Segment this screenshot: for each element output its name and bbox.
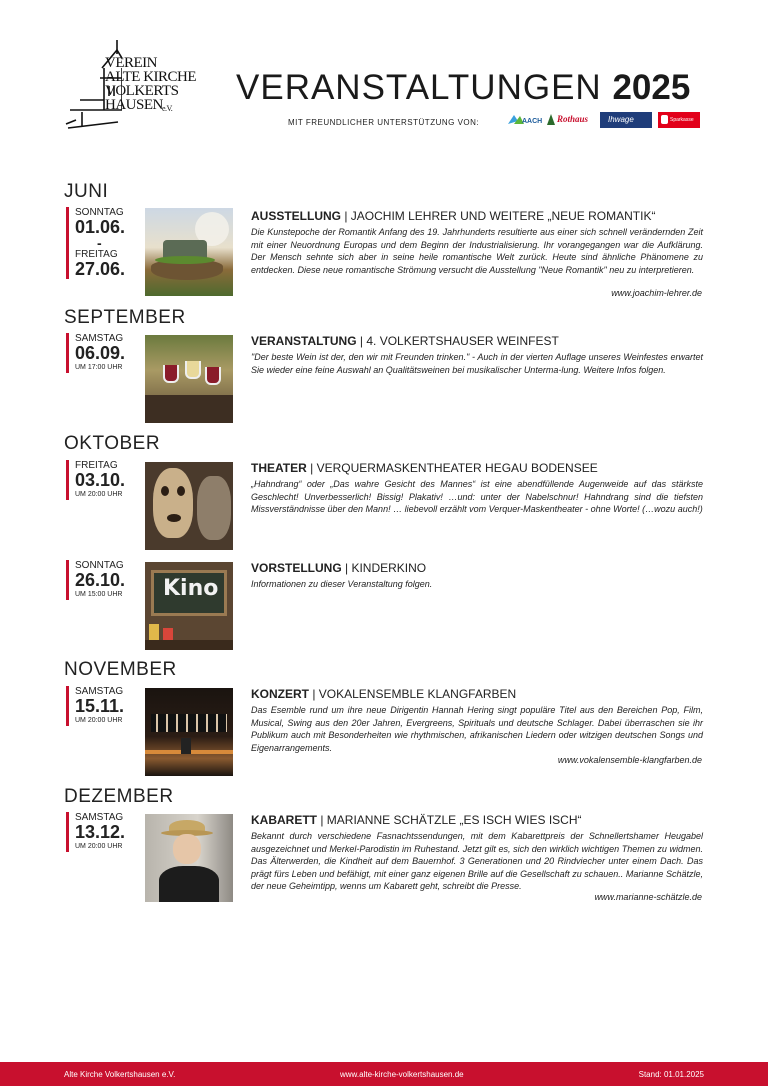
event-date: 01.06. (75, 217, 126, 237)
sponsor-logo-sparkasse (658, 112, 700, 128)
kino-sign-text: Kino (163, 576, 219, 601)
page-title-year: 2025 (612, 68, 691, 107)
event-description-6: Bekannt durch verschiedene Fasnachtssendungen, mit dem Kabarettpreis der Schnellertshamer Heugabel ausgezeichnet und Merkel-Parodistin im Ruhestand. Jetzt gilt es, sich den wirklich wichtigen Themen zu widmen. Das Älterwerden, die Kindheit auf dem Bauernhof. 3 Generationen und 20 Rindviecher unter einem Dach. Das prägt fürs Leben und befähigt, mit einer ganz eigenen Brille auf die Gesellschaft zu schauen.. Marianne Schätzle, der neue Geheimtipp, wenns um Kabarett geht, schreibt die Presse. (251, 831, 703, 891)
event-time: UM 20:00 UHR (75, 491, 123, 498)
woman-with-hat-portrait-image (145, 814, 233, 902)
event-weekday: SAMSTAG (75, 686, 124, 697)
event-weekday: SAMSTAG (75, 812, 124, 823)
event-title-4 (251, 561, 711, 575)
event-title-5 (251, 687, 711, 701)
page-title (236, 68, 690, 108)
event-date-3 (66, 460, 140, 500)
sponsor-label-sparkasse: Sparkasse (670, 117, 694, 123)
event-date-1 (66, 207, 140, 279)
event-description-4: Informationen zu dieser Veranstaltung folgen. (251, 579, 433, 589)
event-description-2: "Der beste Wein ist der, den wir mit Freunden trinken." - Auch in der vierten Auflage unseres Weinfestes erwartet Sie wieder eine feine Auswahl an Qualitätsweinen bei musikalischer Unterma-lung. Weitere Infos folgen. (251, 352, 703, 375)
event-weekday: SONNTAG (75, 207, 124, 218)
month-heading-november: NOVEMBER (64, 659, 177, 680)
choir-on-stage-image (145, 688, 233, 776)
event-time: UM 17:00 UHR (75, 364, 123, 371)
sponsor-logo-ihwage (600, 112, 652, 128)
surreal-floating-island-image (145, 208, 233, 296)
footer-bar (0, 1062, 768, 1086)
logo (62, 38, 222, 138)
footer-organization: Alte Kirche Volkertshausen e.V. (64, 1070, 176, 1079)
event-description-5: Das Esemble rund um ihre neue Dirigentin Hannah Hering singt populäre Titel aus den Bereichen Pop, Film, Musical, Swing aus den 20er Jahren, Evergreens, Spirituals und deutsche Schlager. Dabei überraschen sie ihr Publikum auch mit Besonderheiten wie rhythmischen, afrikanischen Liedern oder witzigen deutschen Songs und Eigenarrangements. (251, 705, 703, 753)
sponsor-label-aach: AACH (522, 118, 543, 125)
event-category: VORSTELLUNG (251, 561, 342, 575)
event-name: | MARIANNE SCHÄTZLE „ES ISCH WIES ISCH“ (317, 813, 582, 827)
event-title-1 (251, 209, 711, 223)
sponsor-logo-aach (506, 112, 543, 128)
event-name: | JAOCHIM LEHRER UND WEITERE „NEUE ROMANTIK“ (341, 209, 656, 223)
sponsor-logo-rothaus (545, 112, 595, 128)
event-date-end: 27.06. (75, 259, 126, 279)
fir-tree-icon (547, 114, 555, 125)
event-date: 13.12. (75, 822, 126, 842)
event-date: 03.10. (75, 470, 126, 490)
month-heading-september: SEPTEMBER (64, 307, 186, 328)
kino-sign-image (145, 562, 233, 650)
event-description-1: Die Kunstepoche der Romantik Anfang des 19. Jahrhunderts resultierte aus einer sich schnell verändernden Zeit mit einer Neuordnung Europas und dem Beginn der Industrialisierung. Ihr vorangegangen war die Aufklärung. Der Mensch sehnte sich aber in seine heile romantische Welt zurück. Heute sind ähnliche Phänomene zu entdecken. Diese neue romantische Strömung versucht die Ausstellung "Neue Romantik" neu zu interpretieren. (251, 227, 703, 275)
event-time: UM 15:00 UHR (75, 591, 123, 598)
logo-line-4: HAUSEN (105, 97, 163, 113)
event-description-3: „Hahndrang“ oder „Das wahre Gesicht des Mannes“ ist eine abendfüllende Augenweide auf das stärkste Geschlecht! Unverbesserlich! Bissig! Plakativ! …und: unter der Nabelschnur! Hahndrang sind die tiefsten Missverständnisse über den Mann! … liebevoll erzählt vom Verquer-Maskentheater - ohne Worte! (…wozu auch!) (251, 479, 703, 514)
event-name: | VOKALENSEMBLE KLANGFARBEN (309, 687, 517, 701)
event-date-2 (66, 333, 140, 373)
sparkasse-s-icon (661, 115, 668, 124)
month-heading-dezember: DEZEMBER (64, 786, 174, 807)
event-title-3 (251, 461, 711, 475)
event-website-link-1[interactable]: www.joachim-lehrer.de (611, 288, 702, 298)
event-category: VERANSTALTUNG (251, 334, 357, 348)
event-category: AUSSTELLUNG (251, 209, 341, 223)
event-category: KABARETT (251, 813, 317, 827)
event-date-6 (66, 812, 140, 852)
sponsor-label-rothaus: Rothaus (557, 114, 589, 124)
event-weekday-end: FREITAG (75, 249, 118, 260)
event-name: | KINDERKINO (341, 561, 427, 575)
event-category: THEATER (251, 461, 307, 475)
footer-website-link[interactable]: www.alte-kirche-volkertshausen.de (340, 1070, 464, 1079)
month-heading-juni: JUNI (64, 181, 109, 202)
event-date: 06.09. (75, 343, 126, 363)
event-category: KONZERT (251, 687, 309, 701)
date-range-dash: - (97, 235, 102, 251)
logo-line-2: ALTE KIRCHE (105, 69, 197, 85)
month-heading-oktober: OKTOBER (64, 433, 161, 454)
theater-masks-image (145, 462, 233, 550)
event-weekday: SAMSTAG (75, 333, 124, 344)
logo-line-1: VEREIN (105, 55, 157, 71)
event-time: UM 20:00 UHR (75, 843, 123, 850)
wine-glasses-toast-image (145, 335, 233, 423)
event-date: 15.11. (75, 696, 125, 716)
logo-line-3: VOLKERTS (105, 83, 179, 99)
event-date-5 (66, 686, 140, 726)
page-title-text: VERANSTALTUNGEN (236, 68, 602, 107)
event-website-link-6[interactable]: www.marianne-schätzle.de (594, 892, 702, 902)
event-name: | VERQUERMASKENTHEATER HEGAU BODENSEE (306, 461, 598, 475)
event-weekday: SONNTAG (75, 560, 124, 571)
event-weekday: FREITAG (75, 460, 118, 471)
event-date: 26.10. (75, 570, 126, 590)
footer-status-date: Stand: 01.01.2025 (638, 1070, 704, 1079)
support-text: MIT FREUNDLICHER UNTERSTÜTZUNG VON: (288, 118, 480, 127)
event-name: | 4. VOLKERTSHAUSER WEINFEST (356, 334, 559, 348)
sponsor-label-ihwage: Ihwage (608, 115, 634, 124)
event-website-link-5[interactable]: www.vokalensemble-klangfarben.de (557, 755, 702, 765)
event-date-4 (66, 560, 140, 600)
event-time: UM 20:00 UHR (75, 717, 123, 724)
logo-suffix: e.V. (162, 104, 173, 113)
event-title-6 (251, 813, 711, 827)
event-title-2 (251, 334, 711, 348)
